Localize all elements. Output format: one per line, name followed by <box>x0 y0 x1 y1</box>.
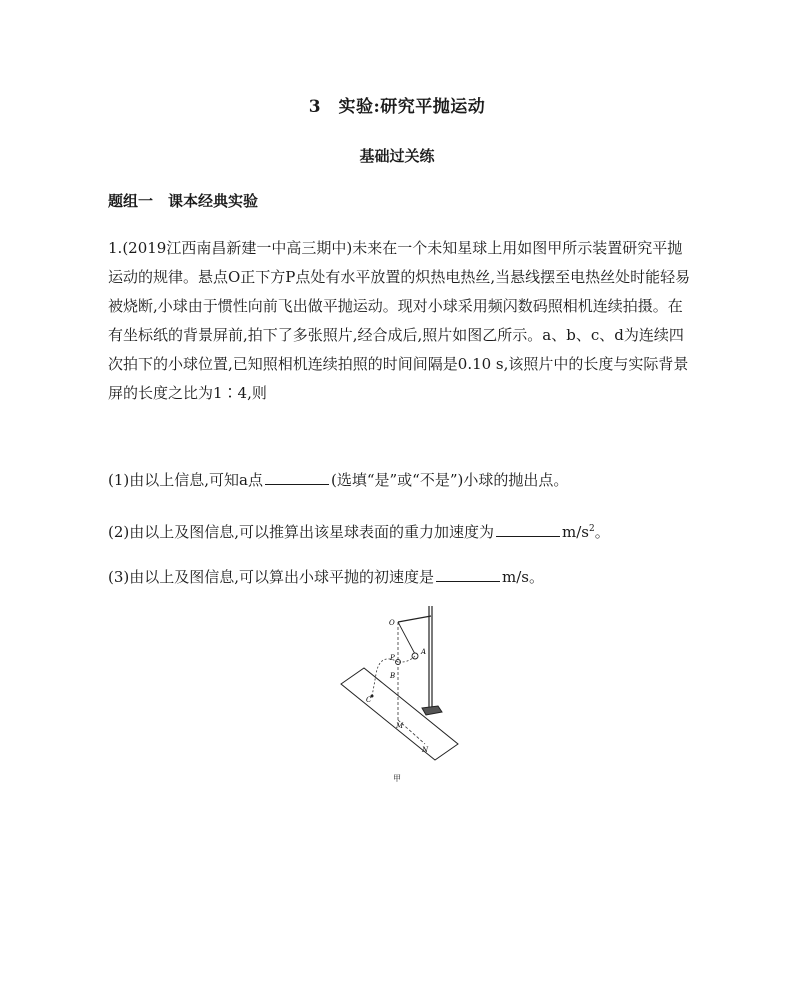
answer-blank-3[interactable] <box>436 567 500 582</box>
section-subtitle: 基础过关练 <box>359 147 435 165</box>
stand-base <box>422 706 442 715</box>
label-b: B <box>390 672 396 680</box>
label-a: A <box>421 648 427 656</box>
group-heading: 题组一 课本经典实验 <box>108 192 259 210</box>
question-body <box>108 234 693 408</box>
label-n: N <box>422 746 429 754</box>
sub-question-3: (3)由以上及图信息,可以算出小球平抛的初速度是 m/s。 <box>108 568 545 586</box>
top-arm <box>398 616 431 622</box>
question-number: 1. <box>108 239 123 257</box>
apparatus-diagram <box>336 602 468 762</box>
question-1 <box>108 234 693 408</box>
floor-plane <box>341 668 458 760</box>
question-source: (2019江西南昌新建一中高三期中) <box>122 239 353 257</box>
label-p: P <box>390 654 395 662</box>
answer-blank-1[interactable] <box>265 470 329 485</box>
apparatus-figure <box>336 602 468 762</box>
sub-question-2: (2)由以上及图信息,可以推算出该星球表面的重力加速度为 $m/s^2$。 <box>108 523 610 541</box>
question-text: 未来在一个未知星球上用如图甲所示装置研究平抛运动的规律。悬点O正下方P点处有水平放置的炽热电热丝,当悬线摆至电热丝处时能轻易被烧断,小球由于惯性向前飞出做平抛运动。现对小球采用频闪数码照相机连续拍摄。在有坐标纸的背景屏前,拍下了多张照片,经合成后,照片如图乙所示。a、b、c、d为连续四次拍下的小球位置,已知照相机连续拍照的时间间隔是0.10 s,该照片中的长度与实际背景屏的长度之比为1∶4,则 <box>108 239 691 402</box>
section-title: 3 实验:研究平抛运动 <box>308 97 486 117</box>
pendulum-string <box>398 622 415 654</box>
figure-caption: 甲 <box>393 774 401 783</box>
answer-blank-2[interactable] <box>496 522 560 537</box>
label-m: M <box>396 722 404 730</box>
sub-question-1: (1)由以上信息,可知a点 (选填“是”或“不是”)小球的抛出点。 <box>108 471 569 489</box>
label-o: O <box>389 619 395 627</box>
label-c: C <box>366 696 372 704</box>
